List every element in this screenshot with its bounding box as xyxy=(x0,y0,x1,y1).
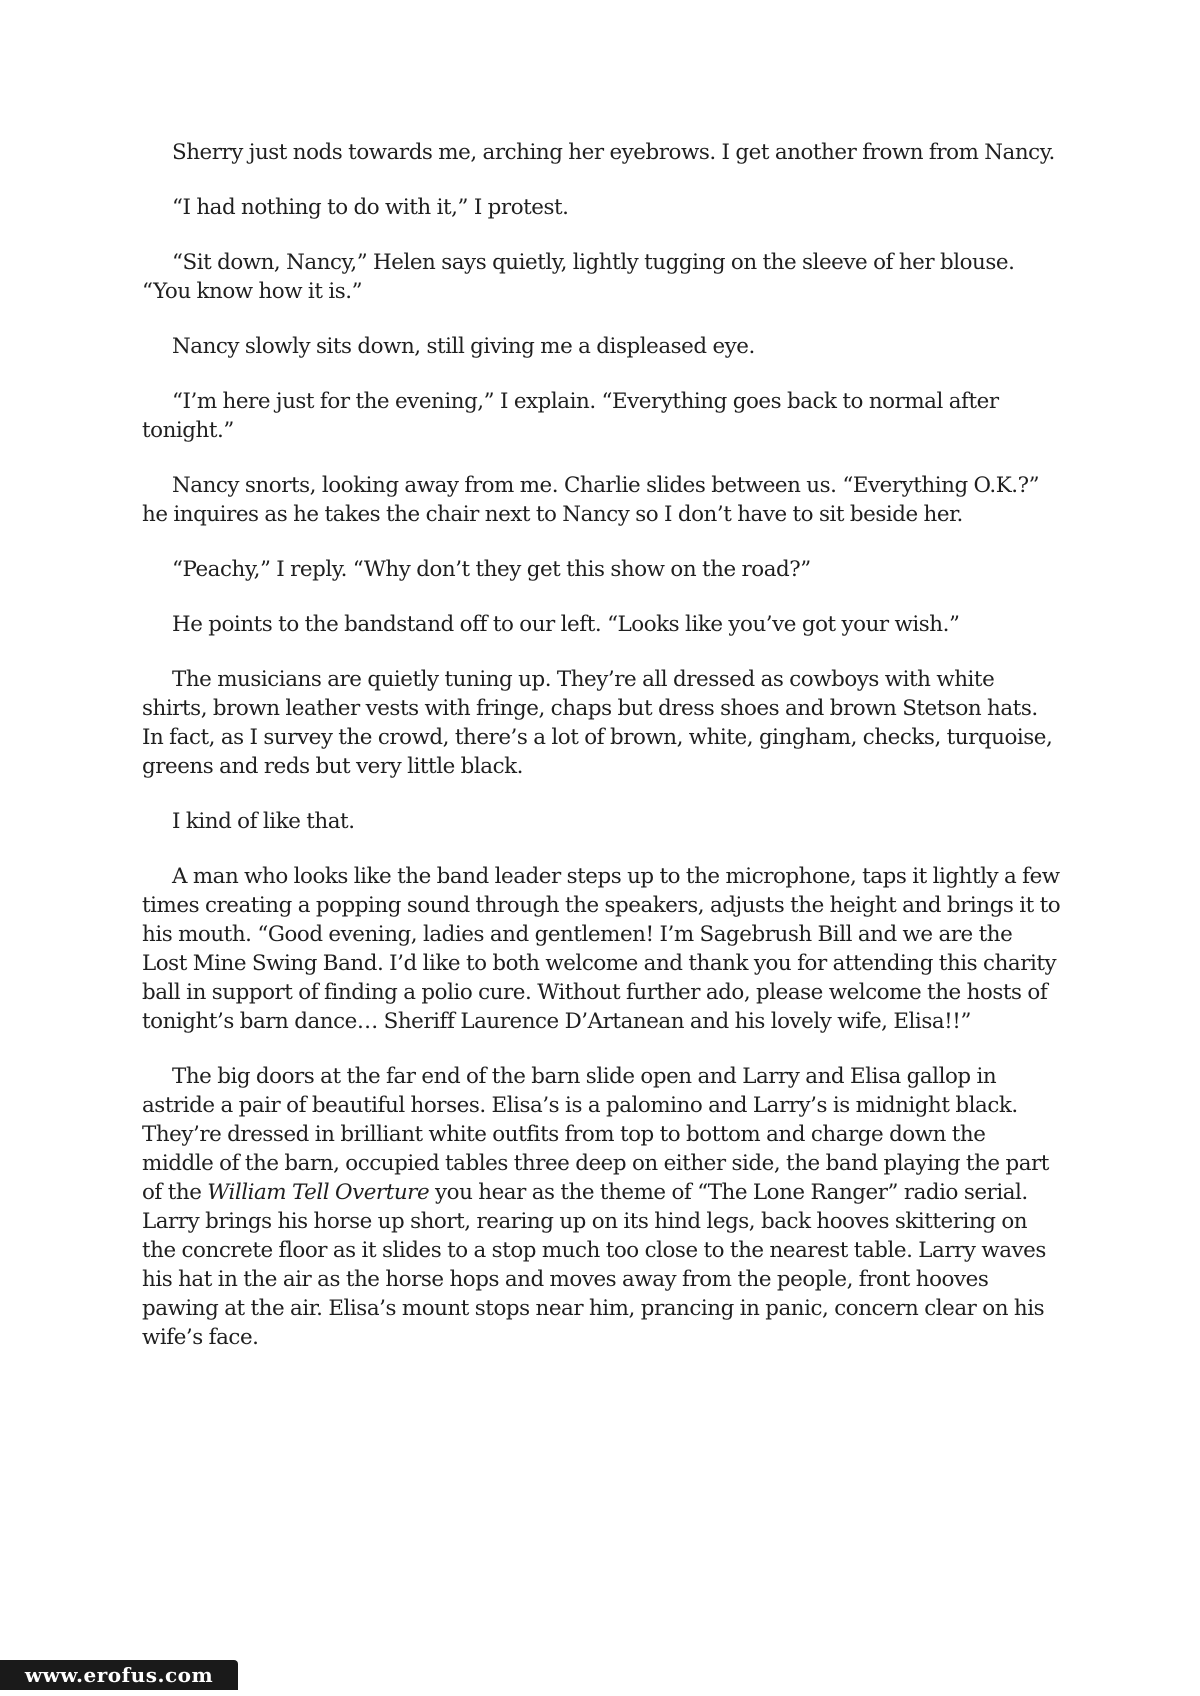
paragraph-5: “I’m here just for the evening,” I explain. “Everything goes back to normal after tonight.” xyxy=(142,389,999,443)
paragraph-8: He points to the bandstand off to our left. “Looks like you’ve got your wish.” xyxy=(172,612,960,637)
watermark-link[interactable] xyxy=(0,1660,238,1690)
watermark-text: www.erofus.com xyxy=(24,1663,214,1687)
paragraph-12-part-2: you hear as the theme of “The Lone Ranger” radio serial. Larry brings his horse up short, rearing up on its hind legs, back hooves skittering on the concrete floor as it slides to a stop much too close to the nearest table. Larry waves his hat in the air as the horse hops and moves away from the people, front hooves pawing at the air. Elisa’s mount stops near him, prancing in panic, concern clear on his wife’s face. xyxy=(142,1180,1046,1350)
paragraph-11: A man who looks like the band leader steps up to the microphone, taps it lightly a few times creating a popping sound through the speakers, adjusts the height and brings it to his mouth. “Good evening, ladies and gentlemen! I’m Sagebrush Bill and we are the Lost Mine Swing Band. I’d like to both welcome and thank you for attending this charity ball in support of finding a polio cure. Without further ado, please welcome the hosts of tonight’s barn dance… Sheriff Laurence D’Artanean and his lovely wife, Elisa!!” xyxy=(142,864,1061,1034)
paragraph-12 xyxy=(142,1062,1062,1352)
paragraph-2: “I had nothing to do with it,” I protest. xyxy=(172,195,569,220)
paragraph-9: The musicians are quietly tuning up. They’re all dressed as cowboys with white shirts, brown leather vests with fringe, chaps but dress shoes and brown Stetson hats. In fact, as I survey the crowd, there’s a lot of brown, white, gingham, checks, turquoise, greens and reds but very little black. xyxy=(142,667,1053,779)
paragraph-6: Nancy snorts, looking away from me. Charlie slides between us. “Everything O.K.?” he inquires as he takes the chair next to Nancy so I don’t have to sit beside her. xyxy=(142,473,1040,527)
paragraph-3: “Sit down, Nancy,” Helen says quietly, lightly tugging on the sleeve of her blouse. “You know how it is.” xyxy=(142,250,1015,304)
paragraph-12-part-1: The big doors at the far end of the barn slide open and Larry and Elisa gallop in astride a pair of beautiful horses. Elisa’s is a palomino and Larry’s is midnight black. They’re dressed in brilliant white outfits from top to bottom and charge down the middle of the barn, occupied tables three deep on either side, the band playing the part of the xyxy=(142,1064,1049,1205)
paragraph-10: I kind of like that. xyxy=(172,809,355,834)
paragraph-1: Sherry just nods towards me, arching her eyebrows. I get another frown from Nancy. xyxy=(172,140,1055,165)
paragraph-7: “Peachy,” I reply. “Why don’t they get this show on the road?” xyxy=(172,557,811,582)
italic-title: William Tell Overture xyxy=(207,1180,430,1205)
paragraph-4: Nancy slowly sits down, still giving me a displeased eye. xyxy=(172,334,755,359)
page-body xyxy=(142,138,1062,1378)
